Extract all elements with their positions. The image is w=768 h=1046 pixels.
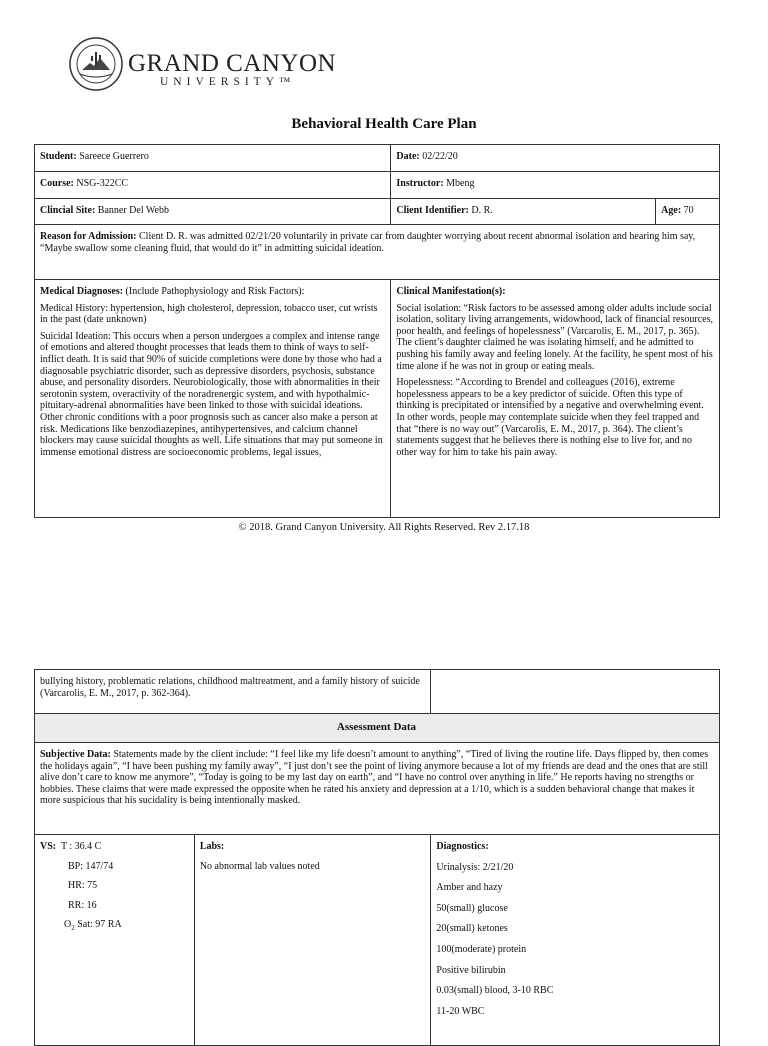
document-title: Behavioral Health Care Plan (291, 116, 477, 132)
diagnostic-item: 50(small) glucose (436, 902, 508, 914)
social-isolation-text: Social isolation: “Risk factors to be assessed among older adults include social isolation, solitary living arrangements, widowhood, lack of financial resources, poor health, and feelings of hopelessness” (Varcarolis, E. M., 2017, p. 365). The client’s daughter claimed he was isolating himself, and he admitted to pushing his family away and feeling lonely. At the facility, he spent most of his time alone if he was not in group or eating meals. (396, 302, 713, 372)
o2-sat-value: $O_2$ Sat: 97 RA (64, 919, 122, 933)
suicidal-ideation-text: Suicidal Ideation: This occurs when a person undergoes a complex and intense range of emotions and altered thought processes that leads them to think of ways to self-inflict death. It is said that 90% of suicide completions were done by those who had a diagnosable psychiatric disorder, such as depressive disorders, psychosis, substance abuse, and personality disorders. Neurobiologically, those with abnormalities in their serotonin system, overactivity of the noradrenergic system, and with hypothalmic-pituitary-adrenal abnormalities have been linked to those with suicidal ideations. Other chronic conditions with a poor prognosis such as cancer also make a person at risk. Medications like benzodiazepines, antihypertensives, and calcium channel blockers may cause suicidal thoughts as well. Life situations that may put someone in immense emotional distress are socioeconomic problems, legal issues, (40, 330, 383, 458)
student-cell: Student: Sareece Guerrero (40, 151, 149, 162)
labs-text: No abnormal lab values noted (199, 860, 320, 872)
care-plan-table-page2 (34, 669, 720, 1046)
assessment-header-row (35, 714, 720, 743)
labs-cell: Labs: No abnormal lab values noted (195, 835, 431, 1045)
diagnostic-item: 0.03(small) blood, 3-10 RBC (436, 985, 554, 997)
student-value: Sareece Guerrero (79, 151, 149, 162)
assessment-heading: Assessment Data (336, 721, 417, 733)
course-value: NSG-322CC (76, 178, 129, 189)
subjective-row (35, 743, 720, 835)
vital-signs-cell: VS: T : 36.4 C BP: 147/74 HR: 75 RR: 16 $O_2$ Sat: 97 RA (35, 835, 194, 1045)
diagnostic-item: Urinalysis: 2/21/20 (436, 861, 514, 873)
bp-value: BP: 147/74 (68, 860, 114, 872)
diagnostic-item: Positive bilirubin (436, 964, 506, 976)
diagnostic-item: Amber and hazy (436, 882, 503, 894)
date-value: 02/22/20 (422, 151, 458, 162)
hopelessness-text: Hopelessness: “According to Brendel and colleagues (2016), extreme hopelessness appears to be a key predictor of suicide. Often this type of thinking is precipitated or intensified by a negative and overwhelming event. In other words, people may contemplate suicide when they feel trapped and that “there is no way out” (Varcarolis, E. M., 2017, p. 364). The client’s statements suggest that he believes there is nothing else to live for, and no other way for him to take his pain away. (396, 377, 704, 458)
university-subtitle: UNIVERSITY™ (160, 76, 296, 88)
client-id-value: D. R. (471, 205, 493, 216)
site-row (35, 199, 720, 225)
site-value: Banner Del Webb (97, 205, 169, 216)
diagnostic-item: 11-20 WBC (436, 1005, 485, 1017)
vitals-labs-diag-row (35, 835, 720, 1046)
subjective-data-cell: Subjective Data: Statements made by the client include: “I feel like my life doesn’t amount to anything”, “Tired of living the routine life. Days flipped by, then comes the holidays again”, “I have been pushing my family away”, “I just don’t see the point of living anymore because a lot of my friends are dead and the ones that are still alive don’t care to know me anymore”, “Today is going to be my last day on earth”, and “I have no control over anything in life.” He reports having no strengths or hobbies. These claims that were made expressed the opposite when he rated his anxiety and depression at a 1/10, which is a sudden behavioral change that makes it more suspicious that his sucidality is being intentionally masked. (40, 749, 709, 807)
diagnostic-item: 20(small) ketones (436, 923, 508, 935)
client-id-cell: Client Identifier: D. R. (396, 205, 493, 216)
site-cell: Clincial Site: Banner Del Webb (40, 205, 169, 216)
temperature-value: T : 36.4 C (60, 841, 102, 852)
diagnoses-row (35, 280, 720, 518)
admission-text: Client D. R. was admitted 02/21/20 voluntarily in private car from daughter worrying about recent abnormal isolation and hearing him say, “Maybe swallow some cleaning fluid, that would do it” in admitting suicidal ideation. (40, 231, 696, 254)
instructor-cell: Instructor: Mbeng (396, 178, 475, 189)
medical-history-text: Medical History: hypertension, high cholesterol, depression, tobacco user, cut wrists in the past (date unknown) (40, 302, 378, 326)
subjective-text: Statements made by the client include: “I feel like my life doesn’t amount to anything”, “Tired of living the routine life. Days flipped by, then comes the holidays again”, “I have been pushing my family away”, “I just don’t see the point of living anymore because a lot of my friends are dead and the ones that are still alive don’t care to know me anymore”, “Today is going to be my last day on earth”, and “I have no control over anything in life.” He reports having no strengths or hobbies. These claims that were made expressed the opposite when he rated his anxiety and depression at a 1/10, which is a sudden behavioral change that makes it more suspicious that his sucidality is being intentionally masked. (40, 749, 709, 807)
diagnostics-cell: Diagnostics: Urinalysis: 2/21/20 Amber and hazy 50(small) glucose 20(small) ketones 100(moderate) protein Positive bilirubin 0.03(small) blood, 3-10 RBC 11-20 WBC (431, 835, 719, 1045)
student-row (35, 145, 720, 172)
clinical-manifestations-cell: Clinical Manifestation(s): Social isolation: “Risk factors to be assessed among older adults include social isolation, solitary living arrangements, widowhood, lack of financial resources, poor health, and feelings of hopelessness” (Varcarolis, E. M., 2017, p. 365). The client’s daughter claimed he was isolating himself, and he admitted to pushing his family away and feeling lonely. At the facility, he spent most of his time alone if he was not in group or eating meals. Hopelessness: “According to Brendel and colleagues (2016), extreme hopelessness appears to be a key predictor of suicide. Often this type of thinking is precipitated or intensified by a negative and overwhelming event. In other words, people may contemplate suicide when they feel trapped and that “there is no way out” (Varcarolis, E. M., 2017, p. 364). The client’s statements suggest that he believes there is nothing else to live for, and no other way for him to take his pain away. (396, 286, 713, 458)
university-name: GRAND CANYON (128, 50, 337, 77)
course-cell: Course: NSG-322CC (40, 178, 129, 189)
care-plan-table-page1 (34, 144, 720, 518)
age-cell: Age: 70 (661, 205, 694, 216)
course-row (35, 172, 720, 199)
date-cell: Date: 02/22/20 (396, 151, 458, 162)
clinical-continued-empty (431, 670, 719, 680)
hr-value: HR: 75 (68, 880, 98, 892)
diagnostic-item: 100(moderate) protein (436, 943, 527, 955)
medical-diagnoses-cell: Medical Diagnoses: (Include Pathophysiology and Risk Factors): Medical History: hypertension, high cholesterol, depression, tobacco user, cut wrists in the past (date unknown) Suicidal Ideation: This occurs when a person undergoes a complex and intense range of emotions and altered thought processes that leads them to think of ways to self-inflict death. It is said that 90% of suicide completions were done by those who had a diagnosable psychiatric disorder, such as depressive disorders, psychosis, substance abuse, and personality disorders. Neurobiologically, those with abnormalities in their serotonin system, overactivity of the noradrenergic system, and with hypothalmic-pituitary-adrenal abnormalities have been linked to those with suicidal ideations. Other chronic conditions with a poor prognosis such as cancer also make a person at risk. Medications like benzodiazepines, antihypertensives, and calcium channel blockers may cause suicidal thoughts as well. Life situations that may put someone in immense emotional distress are socioeconomic problems, legal issues, (40, 286, 383, 458)
admission-row (35, 225, 720, 280)
copyright-footer: © 2018. Grand Canyon University. All Rights Reserved. Rev 2.17.18 (238, 522, 530, 533)
medical-diagnoses-continued: bullying history, problematic relations, childhood maltreatment, and a family history of suicide (Varcarolis, E. M., 2017, p. 362-364). (40, 676, 420, 699)
instructor-value: Mbeng (446, 178, 475, 189)
university-seal-logo (68, 36, 124, 92)
continued-row (35, 670, 720, 714)
age-value: 70 (683, 205, 694, 216)
admission-cell: Reason for Admission: Client D. R. was admitted 02/21/20 voluntarily in private car from daughter worrying about recent abnormal isolation and hearing him say, “Maybe swallow some cleaning fluid, that would do it” in admitting suicidal ideation. (40, 231, 696, 254)
rr-value: RR: 16 (68, 899, 97, 911)
